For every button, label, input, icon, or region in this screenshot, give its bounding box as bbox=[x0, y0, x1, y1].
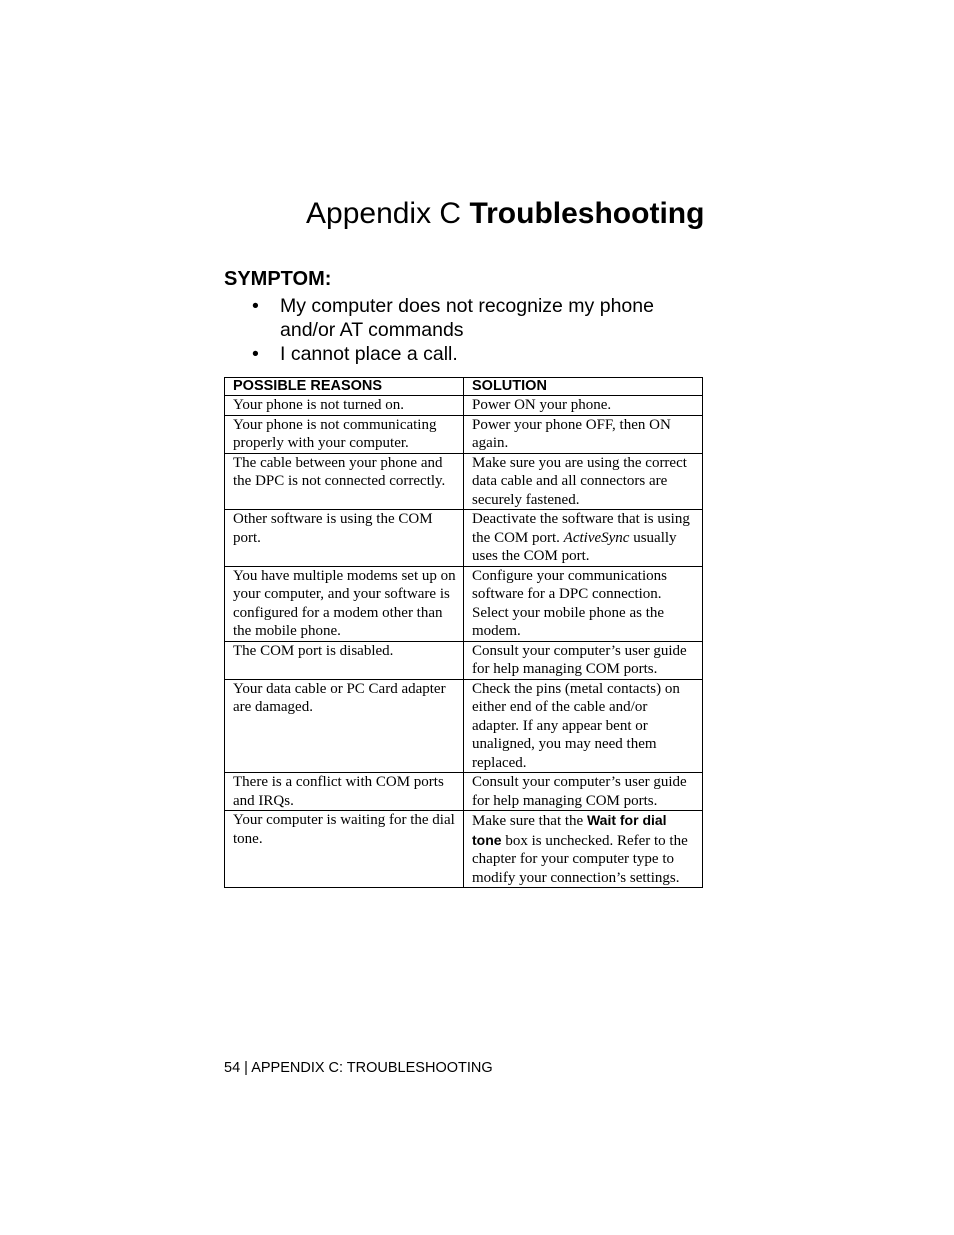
column-header-solution: SOLUTION bbox=[464, 378, 703, 396]
symptom-list bbox=[250, 294, 710, 366]
bullet-icon: • bbox=[252, 343, 259, 365]
reason-cell: Your phone is not communicating properly with your computer. bbox=[225, 415, 464, 453]
solution-text: box is unchecked. Refer to the chapter for your computer type to modify your connection’s settings. bbox=[472, 832, 688, 886]
ui-option-name: Wait for dial tone bbox=[472, 812, 667, 848]
table-row bbox=[225, 679, 703, 773]
title-prefix: Appendix C bbox=[306, 197, 462, 230]
solution-cell: Power ON your phone. bbox=[464, 396, 703, 416]
solution-cell: Check the pins (metal contacts) on either end of the cable and/or adapter. If any appear bent or unaligned, you may need them replaced. bbox=[464, 679, 703, 773]
reason-cell: Other software is using the COM port. bbox=[225, 510, 464, 567]
reason-cell: The COM port is disabled. bbox=[225, 641, 464, 679]
solution-text: Deactivate the software that is using the COM port. bbox=[472, 511, 690, 546]
symptom-item bbox=[250, 294, 710, 342]
solution-cell: Configure your communications software for a DPC connection. Select your mobile phone as the modem. bbox=[464, 566, 703, 641]
bullet-icon: • bbox=[252, 295, 259, 317]
solution-text: Make sure that the bbox=[472, 813, 584, 829]
solution-cell: Consult your computer’s user guide for help managing COM ports. bbox=[464, 641, 703, 679]
table-row bbox=[225, 415, 703, 453]
solution-cell: Make sure you are using the correct data cable and all connectors are securely fastened. bbox=[464, 453, 703, 510]
symptom-heading: SYMPTOM: bbox=[224, 268, 332, 290]
reason-cell: Your computer is waiting for the dial tone. bbox=[225, 811, 464, 888]
symptom-item-text: I cannot place a call. bbox=[280, 343, 458, 365]
page-number: 54 bbox=[224, 1060, 241, 1076]
table-header-row bbox=[225, 378, 703, 396]
footer-label: APPENDIX C: TROUBLESHOOTING bbox=[251, 1060, 493, 1076]
footer-separator: | bbox=[244, 1060, 248, 1076]
page-title bbox=[306, 194, 704, 234]
solution-cell bbox=[464, 811, 703, 888]
troubleshooting-table bbox=[224, 377, 703, 888]
reason-cell: The cable between your phone and the DPC is not connected correctly. bbox=[225, 453, 464, 510]
reason-cell: Your data cable or PC Card adapter are damaged. bbox=[225, 679, 464, 773]
table-row bbox=[225, 811, 703, 888]
column-header-possible-reasons: POSSIBLE REASONS bbox=[225, 378, 464, 396]
table-row bbox=[225, 566, 703, 641]
page-footer bbox=[224, 1059, 493, 1077]
solution-cell bbox=[464, 510, 703, 567]
reason-cell: There is a conflict with COM ports and IRQs. bbox=[225, 773, 464, 811]
symptom-item-text: My computer does not recognize my phone and/or AT commands bbox=[280, 295, 654, 341]
reason-cell: You have multiple modems set up on your computer, and your software is configured for a modem other than the mobile phone. bbox=[225, 566, 464, 641]
symptom-item bbox=[250, 342, 710, 366]
solution-text: usually uses the COM port. bbox=[472, 529, 677, 564]
table-row bbox=[225, 396, 703, 416]
software-name: ActiveSync bbox=[563, 529, 630, 546]
table-row bbox=[225, 510, 703, 567]
reason-cell: Your phone is not turned on. bbox=[225, 396, 464, 416]
solution-cell: Power your phone OFF, then ON again. bbox=[464, 415, 703, 453]
title-main: Troubleshooting bbox=[469, 197, 705, 230]
solution-cell: Consult your computer’s user guide for help managing COM ports. bbox=[464, 773, 703, 811]
table-row bbox=[225, 773, 703, 811]
table-row bbox=[225, 641, 703, 679]
table-row bbox=[225, 453, 703, 510]
